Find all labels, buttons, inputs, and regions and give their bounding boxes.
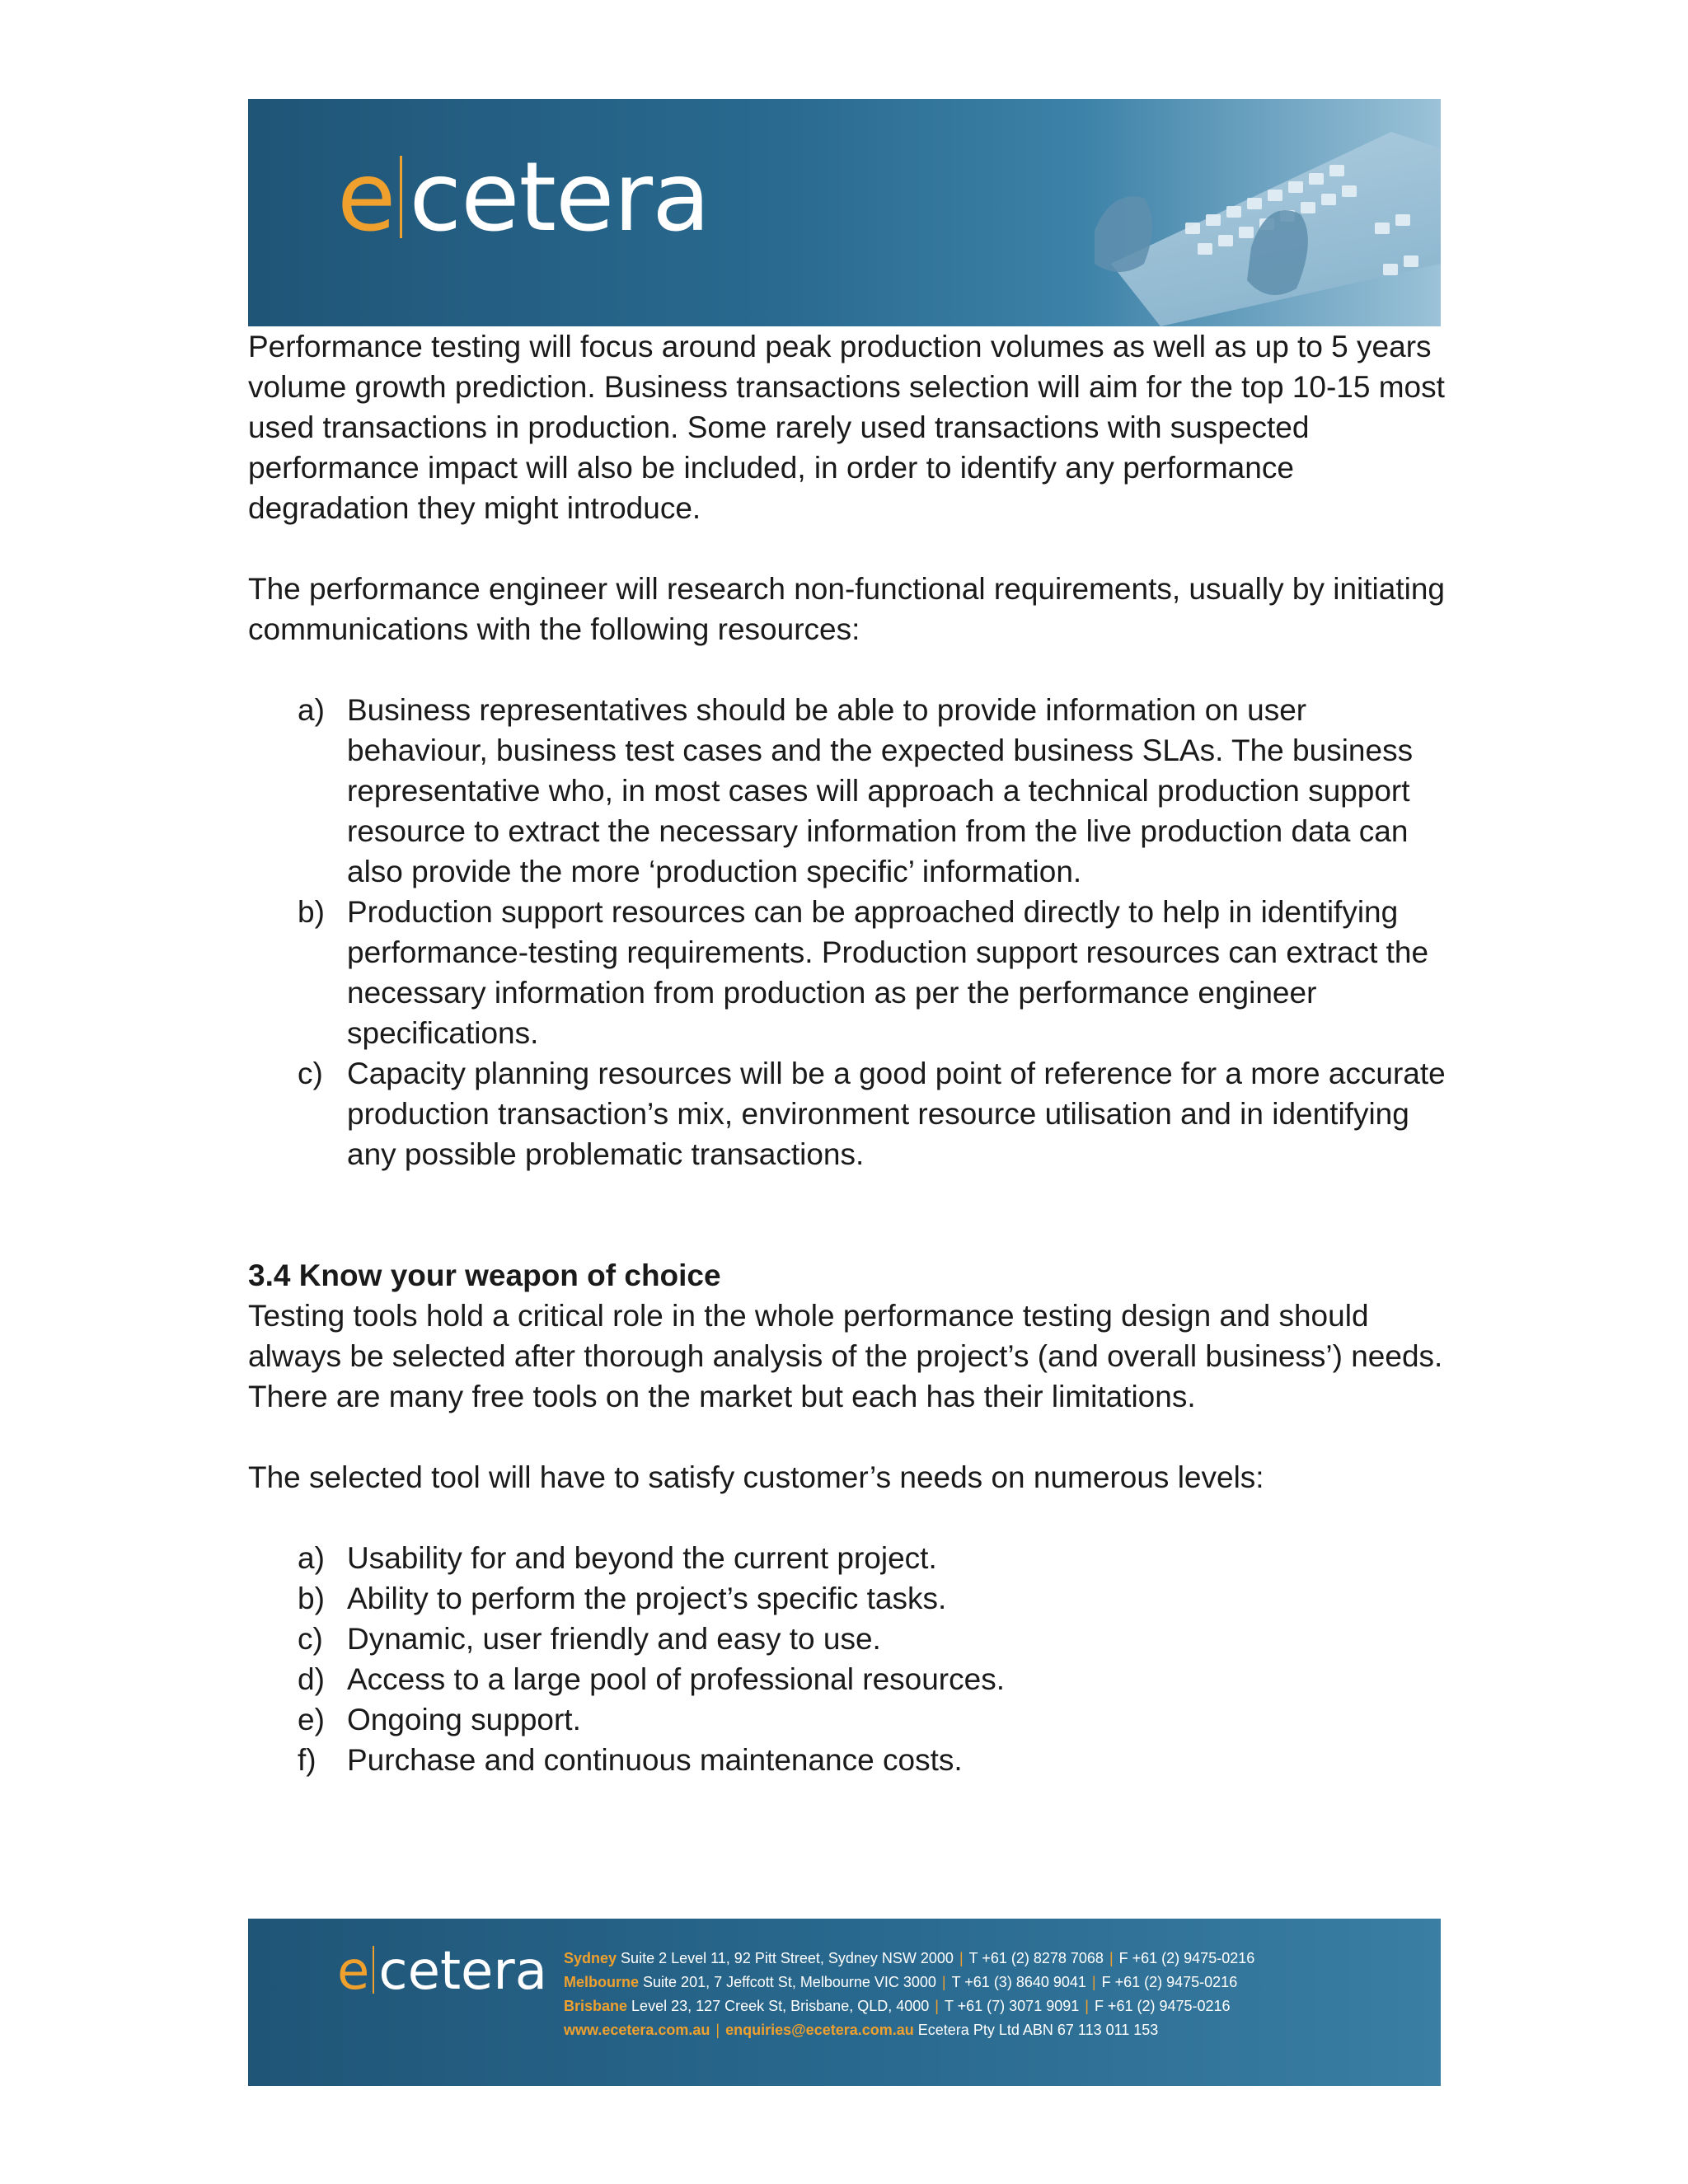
list-marker: a)	[298, 693, 325, 727]
website-link[interactable]: www.ecetera.com.au	[564, 2022, 710, 2038]
logo-letter-e: e	[337, 1941, 370, 2002]
list-item-text: Business representatives should be able to provide information on user behaviour, business test cases and the expected business SLAs. The business representative who, in most cases will approach a technical production support resource to extract the necessary information from the live production data can also provide the more ‘production specific’ information.	[347, 693, 1414, 888]
list-item-text: Purchase and continuous maintenance costs.	[347, 1743, 963, 1777]
research-paragraph: The performance engineer will research non-functional requirements, usually by initiating communications with the following resources:	[248, 572, 1445, 646]
office-address: Level 23, 127 Creek St, Brisbane, QLD, 4000	[631, 1998, 930, 2014]
office-fax: F +61 (2) 9475-0216	[1118, 1950, 1255, 1966]
section-heading: 3.4 Know your weapon of choice	[248, 1258, 721, 1292]
document-body	[248, 326, 1451, 1780]
list-item-text: Capacity planning resources will be a good point of reference for a more accurate production transaction’s mix, environment resource utilisation and in identifying any possible problematic transactions.	[347, 1057, 1446, 1171]
list-item-text: Ability to perform the project’s specific tasks.	[347, 1582, 947, 1615]
email-link[interactable]: enquiries@ecetera.com.au	[725, 2022, 914, 2038]
office-city: Brisbane	[564, 1998, 628, 2014]
resources-list	[248, 690, 1451, 1174]
contact-info	[564, 1947, 1254, 2042]
logo-letter-e: e	[337, 142, 396, 253]
list-marker: e)	[298, 1703, 325, 1736]
office-phone: T +61 (3) 8640 9041	[951, 1974, 1086, 1990]
list-item	[248, 1538, 1451, 1578]
office-city: Melbourne	[564, 1974, 640, 1990]
needs-list	[248, 1538, 1451, 1780]
header-banner	[248, 99, 1441, 326]
list-item	[248, 1053, 1451, 1174]
ecetera-logo	[337, 142, 710, 253]
office-address: Suite 201, 7 Jeffcott St, Melbourne VIC 3000	[643, 1974, 936, 1990]
list-marker: c)	[298, 1057, 323, 1090]
office-phone: T +61 (2) 8278 7068	[968, 1950, 1104, 1966]
list-item	[248, 1659, 1451, 1699]
list-marker: a)	[298, 1541, 325, 1575]
list-marker: b)	[298, 895, 325, 929]
list-item	[248, 1578, 1451, 1619]
footer-ecetera-logo	[337, 1941, 547, 2002]
office-line: Melbourne Suite 201, 7 Jeffcott St, Melbourne VIC 3000 | T +61 (3) 8640 9041 | F +61 (2) 9475-0216	[564, 1974, 1238, 1990]
list-marker: c)	[298, 1622, 323, 1656]
list-item	[248, 1619, 1451, 1659]
office-city: Sydney	[564, 1950, 617, 1966]
list-marker: d)	[298, 1662, 325, 1696]
list-item	[248, 1740, 1451, 1780]
office-fax: F +61 (2) 9475-0216	[1094, 1998, 1231, 2014]
office-line: Brisbane Level 23, 127 Creek St, Brisbane, QLD, 4000 | T +61 (7) 3071 9091 | F +61 (2) 9475-0216	[564, 1998, 1231, 2014]
company-info: Ecetera Pty Ltd ABN 67 113 011 153	[917, 2022, 1159, 2038]
list-item	[248, 1699, 1451, 1740]
list-item-text: Usability for and beyond the current project.	[347, 1541, 937, 1575]
list-item-text: Production support resources can be approached directly to help in identifying performance-testing requirements. Production support resources can extract the necessary information from production as per the performance engineer specifications.	[347, 895, 1429, 1050]
logo-wordmark: cetera	[378, 1941, 547, 2002]
needs-paragraph: The selected tool will have to satisfy customer’s needs on numerous levels:	[248, 1460, 1264, 1494]
footer-banner	[248, 1919, 1441, 2086]
list-item-text: Ongoing support.	[347, 1703, 581, 1736]
office-phone: T +61 (7) 3071 9091	[944, 1998, 1080, 2014]
logo-wordmark: cetera	[409, 142, 710, 253]
logo-divider	[373, 1946, 374, 1994]
office-line: Sydney Suite 2 Level 11, 92 Pitt Street, Sydney NSW 2000 | T +61 (2) 8278 7068 | F +61 (2) 9475-0216	[564, 1950, 1255, 1966]
keyboard-hands-image	[1062, 99, 1441, 326]
list-marker: b)	[298, 1582, 325, 1615]
logo-divider	[400, 156, 402, 238]
list-marker: f)	[298, 1743, 316, 1777]
intro-paragraph: Performance testing will focus around peak production volumes as well as up to 5 years volume growth prediction. Business transactions selection will aim for the top 10-15 most used transactions in production. Some rarely used transactions with suspected performance impact will also be included, in order to identify any performance degradation they might introduce.	[248, 330, 1445, 525]
list-item	[248, 690, 1451, 892]
office-address: Suite 2 Level 11, 92 Pitt Street, Sydney NSW 2000	[621, 1950, 954, 1966]
tools-paragraph: Testing tools hold a critical role in the whole performance testing design and should always be selected after thorough analysis of the project’s (and overall business’) needs. There are many free tools on the market but each has their limitations.	[248, 1299, 1443, 1413]
list-item	[248, 892, 1451, 1053]
web-line: www.ecetera.com.au | enquiries@ecetera.com.au Ecetera Pty Ltd ABN 67 113 011 153	[564, 2022, 1159, 2038]
list-item-text: Access to a large pool of professional resources.	[347, 1662, 1005, 1696]
list-item-text: Dynamic, user friendly and easy to use.	[347, 1622, 881, 1656]
office-fax: F +61 (2) 9475-0216	[1101, 1974, 1238, 1990]
